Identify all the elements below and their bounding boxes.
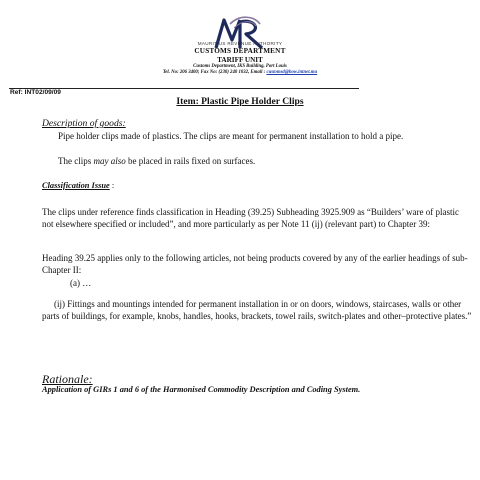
letterhead [0,40,480,76]
classification-heading-label: Classification Issue [42,181,110,190]
header-divider [9,88,359,89]
classification-paragraph-2: Heading 39.25 applies only to the following articles, not being products covered by any of the earlier headings of sub-Chapter II: [42,253,468,276]
classification-paragraph-3: (ij) Fittings and mountings intended for permanent installation in or on doors, windows, staircases, walls or other parts of buildings, for example, knobs, handles, hooks, brackets, towel rails, switch-plates and other–protective plates.” [42,299,472,322]
unit-name: TARIFF UNIT [217,55,263,64]
contact-line [0,70,480,76]
contact-prefix: Tel. No: 206 3400; Fax No: (230) 240 1032, Email : [162,70,267,76]
item-title: Item: Plastic Pipe Holder Clips [176,96,304,107]
classification-heading [42,181,114,190]
description-line-2-start: The clips [58,156,94,166]
description-line-2-end: be placed in rails fixed on surfaces. [125,156,256,166]
rationale-heading: Rationale: [42,372,93,386]
address-line: Customs Department, IKS Building, Port Louis [193,64,287,70]
description-line-1: Pipe holder clips made of plastics. The clips are meant for permanent installation to hold a pipe. [58,131,404,141]
description-emphasis: may also [93,156,126,166]
authority-name: MAURITIUS REVENUE AUTHORITY [197,41,283,46]
classification-paragraph-1: The clips under reference finds classification in Heading (39.25) Subheading 3925.909 as “Builders’ ware of plastic not elsewhere specified or included”, and more particularly as per Note 11 (ij) (relevant part) to Chapter 39: [42,207,459,230]
classification-heading-suffix: : [109,181,115,190]
email-link[interactable]: customsd@how.intnet.mu [266,70,318,76]
description-line-2 [58,155,458,167]
rationale-text: Application of GIRs 1 and 6 of the Harmonised Commodity Description and Coding System. [42,385,361,394]
classification-item-a: (a) … [70,278,92,288]
description-heading: Description of goods: [42,118,126,129]
department-name: CUSTOMS DEPARTMENT [194,47,286,55]
reference-number: Ref: INT02/09/09 [10,89,61,96]
